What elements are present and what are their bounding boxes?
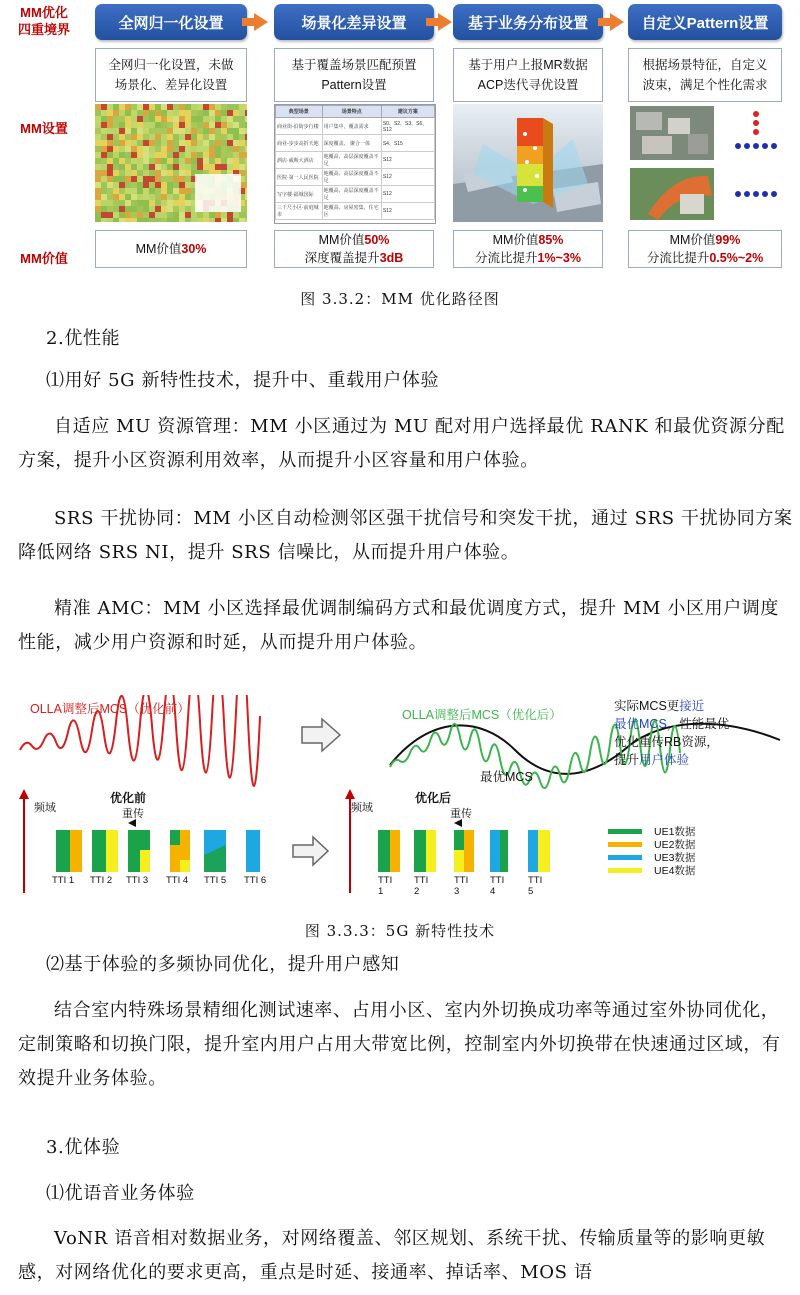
legend-label: UE4数据 xyxy=(654,865,696,877)
stage-3-header: 基于业务分布设置 xyxy=(453,4,603,40)
arrow-right-icon xyxy=(254,13,268,31)
custom-pattern-image xyxy=(628,104,782,222)
tti-label: TTI 4 xyxy=(166,875,189,886)
before-title: 优化前 xyxy=(110,791,147,805)
legend-swatch xyxy=(608,829,642,834)
legend-item xyxy=(608,864,695,877)
subsection-heading: ⑵基于体验的多频协同优化，提升用户感知 xyxy=(46,954,400,975)
legend-label: UE1数据 xyxy=(654,826,696,838)
tti-label: TTI 1 xyxy=(378,875,393,897)
stage-4-header: 自定义Pattern设置 xyxy=(628,4,782,40)
tti-label: TTI 3 xyxy=(454,875,469,897)
tti-label: TTI 3 xyxy=(126,875,149,886)
stage-2-header: 场景化差异设置 xyxy=(274,4,434,40)
optimal-mcs-label: 最优MCS xyxy=(480,770,533,784)
arrow-right-icon xyxy=(438,13,452,31)
legend-label: UE2数据 xyxy=(654,839,696,851)
subsection-heading: ⑴优语音业务体验 xyxy=(46,1183,195,1204)
table-header: 建议方案 xyxy=(381,106,434,118)
retransmit-label: 重传 xyxy=(122,808,144,820)
paragraph: VoNR 语音相对数据业务，对网络覆盖、邻区规划、系统干扰、传输质量等的影响更敏感，对网络优化的要求更高，重点是时延、接通率、掉话率、MOS 语 xyxy=(18,1228,766,1283)
paragraph: SRS 干扰协同：MM 小区自动检测邻区强干扰信号和突发干扰，通过 SRS 干扰协同方案降低网络 SRS NI，提升 SRS 信噪比，从而提升用户体验。 xyxy=(18,508,793,563)
coverage-heatmap-image xyxy=(95,104,247,222)
after-title: 优化后 xyxy=(415,791,452,805)
subsection-heading: ⑴用好 5G 新特性技术，提升中、重载用户体验 xyxy=(46,370,440,391)
table-row: 商业街-沿街步行楼 用户集中，覆盖需求 S0、S2、S3、S6、S12 xyxy=(276,118,435,135)
tti-label: TTI 6 xyxy=(244,875,267,886)
stage-4-desc: 根据场景特征，自定义波束，满足个性化需求 xyxy=(628,48,782,102)
5g-new-feature-figure xyxy=(10,695,795,915)
paragraph: 结合室内特殊场景精细化测试速率、占用小区、室内外切换成功率等通过室外协同优化，定制策略和切换门限，提升室内用户占用大带宽比例，控制室内外切换带在快速通过区域，有效提升业务体验。 xyxy=(18,1000,781,1089)
table-header: 场景特点 xyxy=(322,106,381,118)
figure-caption: 图 3.3.3：5G 新特性技术 xyxy=(304,922,496,940)
tti-label: TTI 4 xyxy=(490,875,505,897)
tti-label: TTI 5 xyxy=(528,875,543,897)
figure-caption: 图 3.3.2：MM 优化路径图 xyxy=(300,290,500,308)
stage-1-value: MM价值30% xyxy=(95,230,247,268)
row-label-top: MM优化 四重境界 xyxy=(17,5,70,37)
arrow-right-icon xyxy=(610,13,624,31)
retransmit-label: 重传 xyxy=(450,808,472,820)
stage-1-desc: 全网归一化设置，未做场景化、差异化设置 xyxy=(95,48,247,102)
table-header: 典型场景 xyxy=(276,106,323,118)
freq-axis-label: 频域 xyxy=(351,802,373,814)
tti-label: TTI 2 xyxy=(414,875,429,897)
building-beam-image xyxy=(453,104,603,222)
row-label-value: MM价值 xyxy=(20,251,68,266)
stage-4-value: MM价值99% 分流比提升0.5%~2% xyxy=(628,230,782,268)
table-row: 酒店·威斯大酒店 地覆高、高层深度覆盖不足 S12 xyxy=(276,152,435,169)
olla-after-label: OLLA调整后MCS（优化后） xyxy=(402,708,562,722)
legend-swatch xyxy=(608,855,642,860)
row-label-setting: MM设置 xyxy=(20,121,68,136)
scenario-table-image xyxy=(274,104,436,224)
section-heading: 2.优性能 xyxy=(46,328,121,349)
stage-3-desc: 基于用户上报MR数据ACP迭代寻优设置 xyxy=(453,48,603,102)
legend-swatch xyxy=(608,842,642,847)
stage-2-desc: 基于覆盖场景匹配预置Pattern设置 xyxy=(274,48,434,102)
stage-2-value: MM价值50% 深度覆盖提升3dB xyxy=(274,230,434,268)
tti-label: TTI 2 xyxy=(90,875,113,886)
table-row: 三千尺小区·前庭城市 地覆高、房屋密集、住宅区 S12 xyxy=(276,203,435,220)
paragraph: 自适应 MU 资源管理：MM 小区通过为 MU 配对用户选择最优 RANK 和最优资源分配方案，提升小区资源利用效率，从而提升小区容量和用户体验。 xyxy=(18,416,785,471)
table-row: 医院·第一人民医院 地覆高、高层深度覆盖不足 S12 xyxy=(276,169,435,186)
stage-3-value: MM价值85% 分流比提升1%~3% xyxy=(453,230,603,268)
olla-before-label: OLLA调整后MCS（优化前） xyxy=(30,702,190,716)
ue-legend xyxy=(608,825,695,877)
section-heading: 3.优体验 xyxy=(46,1137,121,1158)
freq-axis-label: 频域 xyxy=(34,802,56,814)
legend-swatch xyxy=(608,868,642,873)
tti-label: TTI 5 xyxy=(204,875,227,886)
table-row: 商业-步步高折天地 深度覆盖、 聚合一体 S4、S15 xyxy=(276,135,435,152)
mm-optimization-path-figure xyxy=(8,0,792,278)
table-row: 写字楼·福城国际 地覆高、高层深度覆盖不足 S12 xyxy=(276,186,435,203)
optimization-note: 实际MCS更接近 最优MCS，性能最优 优化重传RB资源， 提升用户体验 xyxy=(614,699,730,767)
legend-label: UE3数据 xyxy=(654,852,696,864)
stage-1-header: 全网归一化设置 xyxy=(95,4,247,40)
paragraph: 精准 AMC：MM 小区选择最优调制编码方式和最优调度方式，提升 MM 小区用户调度性能，减少用户资源和时延，从而提升用户体验。 xyxy=(18,598,780,653)
tti-label: TTI 1 xyxy=(52,875,75,886)
